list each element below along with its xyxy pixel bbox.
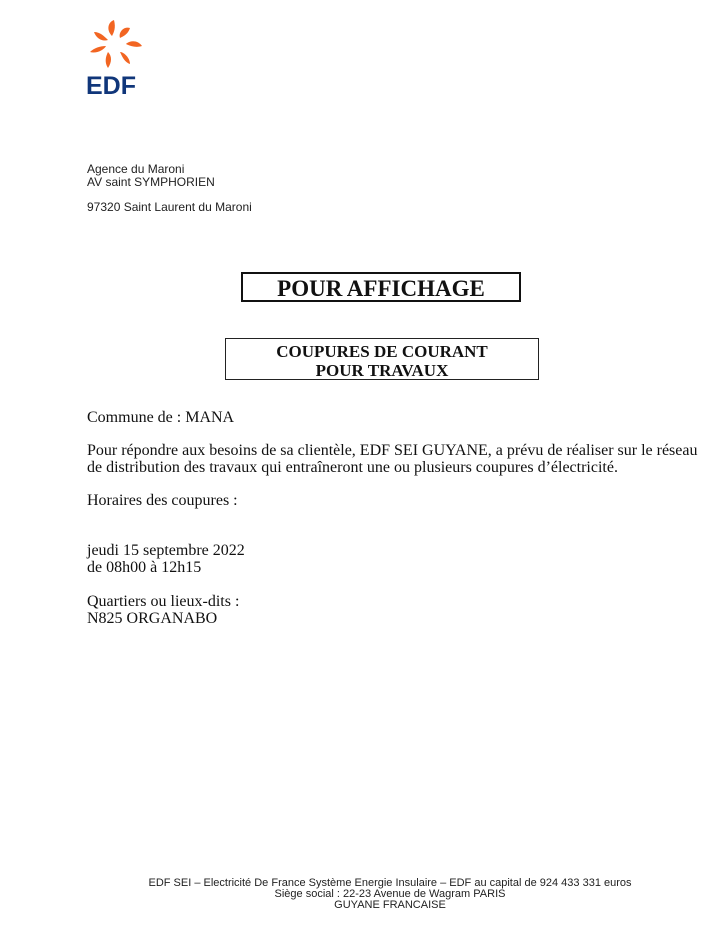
sender-city: 97320 Saint Laurent du Maroni	[87, 200, 252, 214]
title-box	[225, 338, 539, 380]
intro-line-1: Pour répondre aux besoins de sa clientèle, EDF SEI GUYANE, a prévu de réaliser sur le réseau	[87, 442, 698, 459]
edf-wordmark: EDF	[86, 72, 136, 100]
display-banner: POUR AFFICHAGE	[241, 272, 521, 302]
intro-paragraph	[87, 442, 712, 476]
footer-line-3: GUYANE FRANCAISE	[334, 899, 446, 911]
outage-time: de 08h00 à 12h15	[87, 559, 202, 576]
outage-date: jeudi 15 septembre 2022	[87, 542, 245, 559]
title-line-1: COUPURES DE COURANT	[276, 342, 488, 361]
edf-sun-icon	[86, 18, 150, 74]
schedule-label: Horaires des coupures :	[87, 492, 238, 509]
intro-line-2: de distribution des travaux qui entraîneront une ou plusieurs coupures d’électricité.	[87, 459, 618, 476]
sender-address	[87, 163, 215, 189]
edf-logo	[86, 18, 150, 100]
place-item: N825 ORGANABO	[87, 610, 218, 627]
sender-street: AV saint SYMPHORIEN	[87, 175, 215, 189]
schedule-details	[87, 542, 245, 576]
footer-line-1: EDF SEI – Electricité De France Système Energie Insulaire – EDF au capital de 924 433 331 euros	[148, 877, 632, 889]
sender-agency: Agence du Maroni	[87, 162, 185, 176]
footer-line-2: Siège social : 22-23 Avenue de Wagram PARIS	[274, 888, 506, 900]
footer	[120, 878, 660, 911]
places-section	[87, 593, 239, 627]
commune-line: Commune de : MANA	[87, 409, 235, 426]
places-label: Quartiers ou lieux-dits :	[87, 593, 240, 610]
title-line-2: POUR TRAVAUX	[315, 361, 449, 380]
